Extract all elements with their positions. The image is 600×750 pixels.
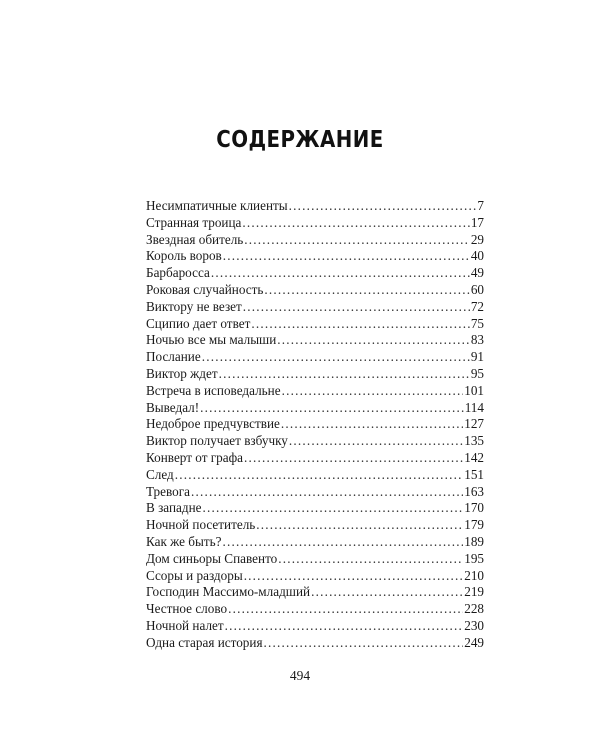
toc-dot-leader bbox=[244, 232, 470, 249]
toc-entry-title: Ночной посетитель bbox=[146, 517, 256, 533]
toc-entry-title: Король воров bbox=[146, 248, 222, 264]
toc-entry-page: 75 bbox=[470, 315, 484, 331]
toc-entry-page: 210 bbox=[464, 567, 484, 583]
toc-entry-page: 230 bbox=[464, 617, 484, 633]
toc-entry-title: Барбаросса bbox=[146, 265, 210, 281]
toc-dot-leader bbox=[264, 282, 469, 299]
toc-entry-page: 91 bbox=[470, 349, 484, 365]
toc-entry bbox=[146, 366, 484, 383]
toc-entry-title: В западне bbox=[146, 500, 202, 516]
toc-entry-page: 135 bbox=[464, 433, 484, 449]
toc-entry-title: Виктор ждет bbox=[146, 365, 218, 381]
toc-entry-page: 49 bbox=[470, 265, 484, 281]
toc-entry-title: Встреча в исповедальне bbox=[146, 382, 281, 398]
toc-dot-leader bbox=[242, 215, 469, 232]
toc-entry-title: Честное слово bbox=[146, 601, 228, 617]
toc-dot-leader bbox=[225, 618, 464, 635]
toc-dot-leader bbox=[200, 400, 464, 417]
toc-entry-page: 228 bbox=[464, 601, 484, 617]
toc-entry-title: Послание bbox=[146, 349, 201, 365]
toc-dot-leader bbox=[228, 601, 463, 618]
toc-entry-title: Несимпатичные клиенты bbox=[146, 198, 288, 213]
toc-dot-leader bbox=[278, 551, 463, 568]
toc-entry-page: 101 bbox=[464, 382, 484, 398]
toc-entry-page: 179 bbox=[464, 517, 484, 533]
toc-entry-title: Как же быть? bbox=[146, 533, 222, 549]
toc-dot-leader bbox=[222, 534, 463, 551]
toc-entry bbox=[146, 450, 484, 467]
toc-dot-leader bbox=[175, 467, 463, 484]
toc-dot-leader bbox=[211, 265, 470, 282]
toc-dot-leader bbox=[251, 316, 469, 333]
toc-entry bbox=[146, 635, 484, 652]
toc-entry bbox=[146, 433, 484, 450]
page-number: 494 bbox=[289, 668, 311, 683]
toc-entry bbox=[146, 248, 484, 265]
toc-entry bbox=[146, 383, 484, 400]
toc-entry bbox=[146, 299, 484, 316]
toc-entry-title: Роковая случайность bbox=[146, 281, 264, 297]
toc-entry bbox=[146, 568, 484, 585]
toc-dot-leader bbox=[223, 248, 470, 265]
toc-entry-title: Одна старая история bbox=[146, 634, 263, 650]
toc-dot-leader bbox=[244, 568, 464, 585]
toc-entry-title: Странная троица bbox=[146, 214, 242, 230]
toc-entry-page: 7 bbox=[477, 198, 484, 213]
toc-entry bbox=[146, 551, 484, 568]
toc-entry-page: 29 bbox=[470, 231, 484, 247]
toc-entry bbox=[146, 416, 484, 433]
toc-dot-leader bbox=[191, 484, 463, 501]
toc-entry bbox=[146, 349, 484, 366]
toc-entry-page: 60 bbox=[470, 281, 484, 297]
toc-entry bbox=[146, 198, 484, 215]
toc-dot-leader bbox=[243, 299, 470, 316]
toc-dot-leader bbox=[202, 349, 470, 366]
toc-entry bbox=[146, 316, 484, 333]
toc-entry bbox=[146, 618, 484, 635]
toc-dot-leader bbox=[281, 416, 463, 433]
toc-entry bbox=[146, 517, 484, 534]
toc-dot-leader bbox=[264, 635, 464, 652]
toc-entry-page: 17 bbox=[470, 214, 484, 230]
toc-entry-page: 83 bbox=[470, 332, 484, 348]
toc-entry-page: 127 bbox=[464, 416, 484, 432]
toc-entry bbox=[146, 584, 484, 601]
toc-entry-title: Ночью все мы малыши bbox=[146, 332, 277, 348]
toc-dot-leader bbox=[256, 517, 463, 534]
toc-dot-leader bbox=[277, 332, 470, 349]
toc-entry bbox=[146, 332, 484, 349]
toc-entry-title: Дом синьоры Спавенто bbox=[146, 550, 278, 566]
toc-entry bbox=[146, 400, 484, 417]
table-of-contents bbox=[146, 198, 484, 652]
toc-entry-title: Ночной налет bbox=[146, 617, 224, 633]
toc-entry-page: 249 bbox=[464, 634, 484, 650]
toc-dot-leader bbox=[219, 366, 470, 383]
toc-dot-leader bbox=[289, 198, 477, 215]
toc-entry-page: 142 bbox=[464, 449, 484, 465]
toc-entry-page: 189 bbox=[464, 533, 484, 549]
toc-dot-leader bbox=[244, 450, 463, 467]
toc-entry bbox=[146, 601, 484, 618]
toc-entry-title: Звездная обитель bbox=[146, 231, 244, 247]
toc-entry-page: 151 bbox=[464, 466, 484, 482]
toc-entry bbox=[146, 500, 484, 517]
toc-entry bbox=[146, 282, 484, 299]
toc-entry-page: 114 bbox=[464, 399, 484, 415]
toc-dot-leader bbox=[203, 500, 464, 517]
toc-entry-page: 95 bbox=[470, 365, 484, 381]
toc-entry-page: 72 bbox=[470, 298, 484, 314]
toc-entry-page: 163 bbox=[464, 483, 484, 499]
toc-entry-title: Тревога bbox=[146, 483, 190, 499]
toc-entry-page: 170 bbox=[464, 500, 484, 516]
toc-entry bbox=[146, 534, 484, 551]
toc-entry-title: Сципио дает ответ bbox=[146, 315, 251, 331]
toc-entry-title: Выведал! bbox=[146, 399, 200, 415]
toc-entry-title: Недоброе предчувствие bbox=[146, 416, 280, 432]
toc-entry bbox=[146, 265, 484, 282]
toc-entry-page: 40 bbox=[470, 248, 484, 264]
toc-entry-title: Конверт от графа bbox=[146, 449, 244, 465]
toc-entry bbox=[146, 215, 484, 232]
toc-entry-title: Виктор получает взбучку bbox=[146, 433, 288, 449]
toc-entry-title: Ссоры и раздоры bbox=[146, 567, 243, 583]
toc-dot-leader bbox=[289, 433, 463, 450]
toc-entry bbox=[146, 232, 484, 249]
page-title: СОДЕРЖАНИЕ bbox=[216, 127, 384, 153]
toc-entry-page: 219 bbox=[464, 584, 484, 600]
toc-entry-title: Виктору не везет bbox=[146, 298, 242, 314]
toc-entry-page: 195 bbox=[464, 550, 484, 566]
toc-dot-leader bbox=[311, 584, 463, 601]
toc-entry-title: След bbox=[146, 466, 174, 482]
toc-entry bbox=[146, 467, 484, 484]
toc-entry-title: Господин Массимо-младший bbox=[146, 584, 311, 600]
toc-entry bbox=[146, 484, 484, 501]
toc-dot-leader bbox=[282, 383, 464, 400]
